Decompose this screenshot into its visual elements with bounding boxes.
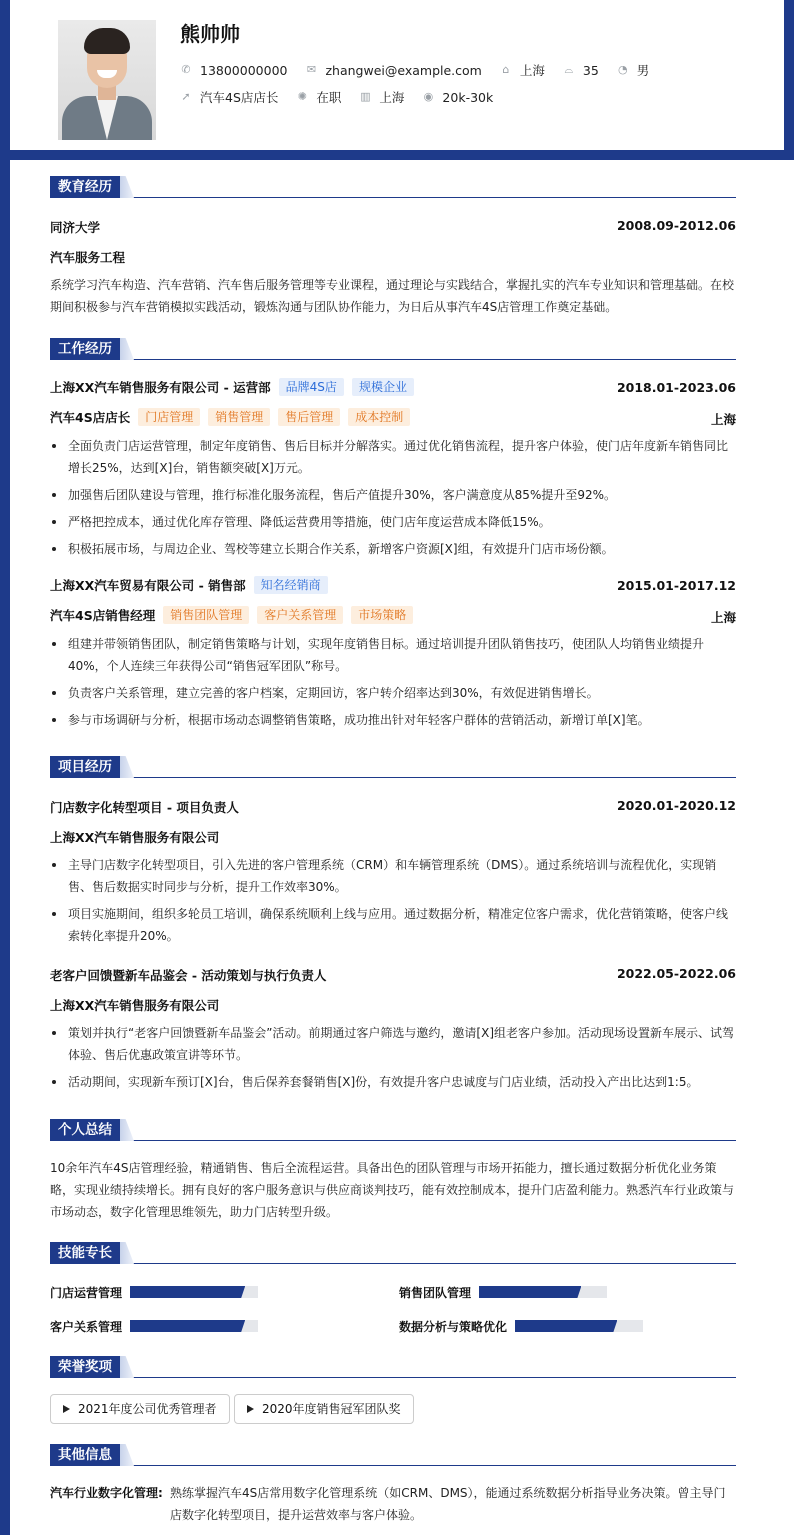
- summary-section: [50, 1119, 736, 1229]
- role-tag: 售后管理: [278, 408, 340, 426]
- work-role-1: [50, 408, 736, 426]
- list-item: 参与市场调研与分析，根据市场动态调整销售策略，成功推出针对年轻客户群体的营销活动，新增订单[X]笔。: [50, 709, 736, 731]
- skill-fill: [130, 1320, 245, 1332]
- list-item: 积极拓展市场，与周边企业、驾校等建立长期合作关系，新增客户资源[X]组，有效提升门店市场份额。: [50, 538, 736, 560]
- role-tag: 门店管理: [138, 408, 200, 426]
- email-text: zhangwei@example.com: [325, 62, 482, 78]
- city-text: 上海: [519, 63, 545, 78]
- list-item: 组建并带领销售团队，制定销售策略与计划，实现年度销售目标。通过培训提升团队销售技巧，使团队人均销售业绩提升40%，个人连续三年获得公司“销售冠军团队”称号。: [50, 633, 736, 677]
- position-text: 汽车4S店店长: [200, 90, 279, 105]
- other-section: [50, 1444, 736, 1534]
- list-item: 全面负责门店运营管理，制定年度销售、售后目标并分解落实。通过优化销售流程，提升客户体验，使门店年度新车销售同比增长25%，达到[X]台，销售额突破[X]万元。: [50, 435, 736, 479]
- play-icon: [247, 1405, 254, 1413]
- status-text: 在职: [316, 90, 342, 105]
- company-tag: 规模企业: [352, 378, 414, 396]
- work-location-1: 上海: [710, 412, 736, 427]
- list-item: 负责客户关系管理，建立完善的客户档案，定期回访，客户转介绍率达到30%，有效促进销售增长。: [50, 682, 736, 704]
- honor-text: 2020年度销售冠军团队奖: [262, 1402, 401, 1416]
- send-icon: ➚: [181, 90, 191, 103]
- list-item: 严格把控成本，通过优化库存管理、降低运营费用等措施，使门店年度运营成本降低15%。: [50, 511, 736, 533]
- honor-list: [50, 1394, 736, 1426]
- status-icon: ✺: [297, 90, 307, 103]
- frame-left-border: [0, 0, 10, 1535]
- work-bullets-1: [50, 435, 736, 565]
- major-name: 汽车服务工程: [50, 250, 126, 265]
- section-title-project: 项目经历: [50, 756, 120, 778]
- company-name: 上海XX汽车贸易有限公司 - 销售部: [50, 578, 246, 593]
- resume-header: [10, 0, 784, 150]
- work-location-2: 上海: [710, 610, 736, 625]
- project-title-1: 门店数字化转型项目 - 项目负责人: [50, 800, 239, 815]
- role-name: 汽车4S店销售经理: [50, 608, 156, 623]
- school-name: 同济大学: [50, 220, 101, 235]
- list-item: 活动期间，实现新车预订[X]台，售后保养套餐销售[X]份，有效提升客户忠诚度与门店业绩，活动投入产出比达到1:5。: [50, 1071, 736, 1093]
- work-period-1: 2018.01-2023.06: [616, 380, 736, 395]
- skill-fill: [515, 1320, 617, 1332]
- role-tag: 成本控制: [348, 408, 410, 426]
- candidate-name: 熊帅帅: [180, 22, 240, 46]
- phone-text: 13800000000: [200, 62, 288, 78]
- phone-icon: ✆: [181, 63, 191, 76]
- skill-fill: [130, 1286, 245, 1298]
- gender-text: 男: [636, 63, 650, 78]
- company-tag: 知名经销商: [254, 576, 328, 594]
- gender-icon: ◔: [617, 63, 628, 76]
- list-item: 策划并执行“老客户回馈暨新车品鉴会”活动。前期通过客户筛选与邀约，邀请[X]组老客户参加。活动现场设置新车展示、试驾体验、售后优惠政策宣讲等环节。: [50, 1022, 736, 1066]
- skill-label: 数据分析与策略优化: [399, 1320, 508, 1334]
- skill-label: 销售团队管理: [399, 1286, 472, 1300]
- skill-bar: [515, 1320, 643, 1332]
- role-tag: 销售管理: [208, 408, 270, 426]
- work-section: [50, 338, 736, 738]
- home-icon: ⌂: [502, 63, 510, 76]
- project-title-2: 老客户回馈暨新车品鉴会 - 活动策划与执行负责人: [50, 968, 327, 983]
- role-name: 汽车4S店店长: [50, 410, 131, 425]
- skill-bar: [130, 1286, 258, 1298]
- section-title-honors: 荣誉奖项: [50, 1356, 120, 1378]
- honor-badge: [234, 1394, 414, 1424]
- education-period: 2008.09-2012.06: [616, 218, 736, 233]
- role-tag: 客户关系管理: [257, 606, 343, 624]
- building-icon: ▥: [360, 90, 371, 103]
- project-period-1: 2020.01-2020.12: [616, 798, 736, 813]
- section-title-other: 其他信息: [50, 1444, 120, 1466]
- job-intent-row: [180, 88, 511, 106]
- role-tag: 销售团队管理: [163, 606, 249, 624]
- honor-badge: [50, 1394, 230, 1424]
- skill-bar: [130, 1320, 258, 1332]
- company-name: 上海XX汽车销售服务有限公司 - 运营部: [50, 380, 271, 395]
- project-bullets-1: [50, 854, 736, 952]
- target-city-text: 上海: [379, 90, 405, 105]
- project-bullets-2: [50, 1022, 736, 1098]
- salary-icon: ◉: [423, 90, 434, 103]
- skill-fill: [479, 1286, 581, 1298]
- list-item: 主导门店数字化转型项目，引入先进的客户管理系统（CRM）和车辆管理系统（DMS）。通过系统培训与流程优化，实现销售、售后数据实时同步与分析，提升工作效率30%。: [50, 854, 736, 898]
- age-text: 35: [582, 62, 599, 78]
- skill-label: 客户关系管理: [50, 1320, 123, 1334]
- company-tag: 品牌4S店: [279, 378, 344, 396]
- skill-bar: [479, 1286, 607, 1298]
- section-title-summary: 个人总结: [50, 1119, 120, 1141]
- summary-text: 10余年汽车4S店管理经验，精通销售、售后全流程运营。具备出色的团队管理与市场开拓能力，擅长通过数据分析优化业务策略，实现业绩持续增长。拥有良好的客户服务意识与供应商谈判技巧，能有效控制成本，提升门店盈利能力。熟悉汽车行业政策与市场动态，数字化管理思维领先，助力门店转型升级。: [50, 1161, 735, 1219]
- age-icon: ⌓: [564, 63, 574, 76]
- skill-label: 门店运营管理: [50, 1286, 123, 1300]
- list-item: 项目实施期间，组织多轮员工培训，确保系统顺利上线与应用。通过数据分析，精准定位客户需求，优化营销策略，使客户线索转化率提升20%。: [50, 903, 736, 947]
- project-section: [50, 756, 736, 1096]
- email-icon: ✉: [306, 63, 317, 76]
- honors-section: [50, 1356, 736, 1431]
- honor-text: 2021年度公司优秀管理者: [78, 1402, 217, 1416]
- education-section: [50, 176, 736, 326]
- frame-right-border: [784, 0, 794, 160]
- work-period-2: 2015.01-2017.12: [616, 578, 736, 593]
- role-tag: 市场策略: [351, 606, 413, 624]
- section-title-education: 教育经历: [50, 176, 120, 198]
- section-title-skills: 技能专长: [50, 1242, 120, 1264]
- contact-row: [180, 61, 667, 79]
- project-company-2: 上海XX汽车销售服务有限公司: [50, 998, 220, 1013]
- project-company-1: 上海XX汽车销售服务有限公司: [50, 830, 220, 845]
- education-description: 系统学习汽车构造、汽车营销、汽车售后服务管理等专业课程，通过理论与实践结合，掌握扎实的汽车专业知识和管理基础。在校期间积极参与汽车营销模拟实践活动，锻炼沟通与团队协作能力，为日后从事汽车4S店管理工作奠定基础。: [50, 278, 735, 314]
- play-icon: [63, 1405, 70, 1413]
- skills-section: [50, 1242, 736, 1342]
- section-title-work: 工作经历: [50, 338, 120, 360]
- work-role-2: [50, 606, 736, 624]
- other-label: 汽车行业数字化管理:: [50, 1486, 163, 1500]
- other-text: 熟练掌握汽车4S店常用数字化管理系统（如CRM、DMS），能通过系统数据分析指导业务决策。曾主导门店数字化转型项目，提升运营效率与客户体验。: [170, 1486, 726, 1522]
- profile-photo: [58, 20, 156, 140]
- salary-text: 20k-30k: [442, 89, 494, 105]
- work-bullets-2: [50, 633, 736, 736]
- project-period-2: 2022.05-2022.06: [616, 966, 736, 981]
- list-item: 加强售后团队建设与管理，推行标准化服务流程，售后产值提升30%，客户满意度从85%提升至92%。: [50, 484, 736, 506]
